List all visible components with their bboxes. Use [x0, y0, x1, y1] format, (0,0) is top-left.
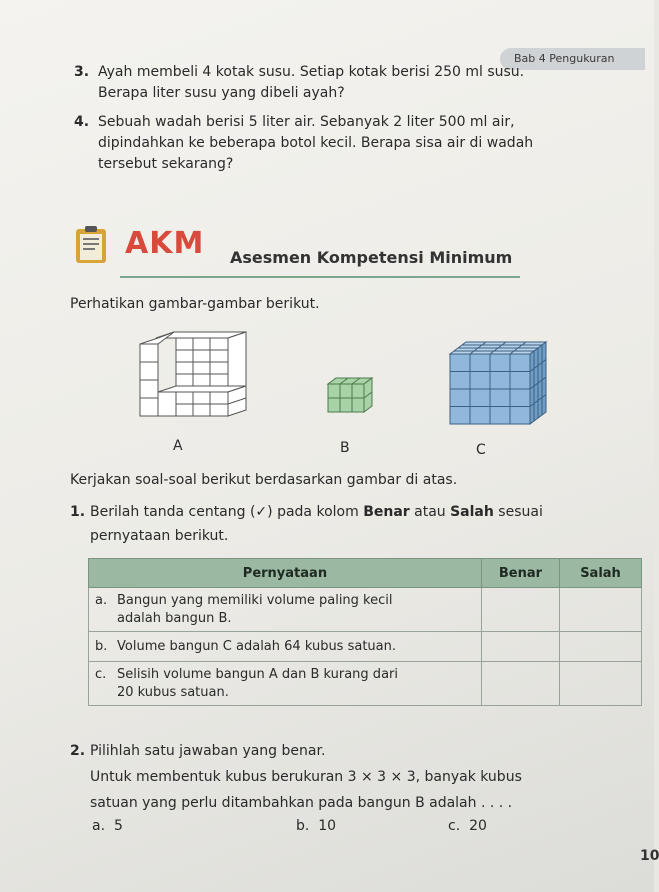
akm-title: AKM: [125, 226, 205, 261]
statement-text: Bangun yang memiliki volume paling kecil: [117, 592, 393, 608]
question-line: satuan yang perlu ditambahkan pada bangun B adalah . . . .: [90, 795, 513, 811]
question-number: 3.: [74, 64, 90, 80]
salah-checkbox-c[interactable]: [560, 662, 642, 706]
akm-question-2: [70, 738, 650, 816]
akm-subtitle: Asesmen Kompetensi Minimum: [230, 248, 513, 267]
statement-text: 20 kubus satuan.: [117, 684, 229, 700]
page-number: 10: [640, 848, 659, 864]
question-number: 1.: [70, 504, 86, 520]
statement-table: [88, 558, 642, 706]
salah-checkbox-a[interactable]: [560, 588, 642, 632]
col-pernyataan: Pernyataan: [89, 559, 482, 588]
figure-b-cubes: [326, 376, 374, 414]
figure-b-label: B: [340, 440, 350, 456]
row-label: c.: [95, 666, 107, 682]
figure-a-label: A: [173, 438, 183, 454]
clipboard-icon: [70, 225, 114, 265]
figure-c-cubes: [446, 338, 550, 426]
instruction-text: Kerjakan soal-soal berikut berdasarkan gambar di atas.: [70, 472, 458, 488]
question-line: Berapa liter susu yang dibeli ayah?: [98, 85, 345, 101]
option-b[interactable]: [296, 818, 336, 834]
akm-question-1: [70, 502, 650, 547]
figure-a-cubes: [138, 330, 250, 418]
q1-salah: Salah: [450, 504, 494, 520]
question-number: 2.: [70, 743, 86, 759]
question-line: dipindahkan ke beberapa botol kecil. Berapa sisa air di wadah: [98, 135, 534, 151]
question-line: [90, 502, 650, 523]
option-value: 10: [318, 818, 337, 834]
q1-text: Berilah tanda centang (✓) pada kolom: [90, 504, 364, 520]
question-line: Untuk membentuk kubus berukuran 3 × 3 × 3, banyak kubus: [90, 769, 522, 785]
col-salah: Salah: [560, 559, 642, 588]
statement-cell: [89, 662, 482, 706]
option-label: c.: [448, 818, 461, 834]
question-number: 4.: [74, 114, 90, 130]
question-line: tersebut sekarang?: [98, 156, 234, 172]
benar-checkbox-b[interactable]: [481, 632, 559, 662]
table-row: [89, 632, 642, 662]
statement-cell: [89, 632, 482, 662]
row-label: a.: [95, 592, 108, 608]
table-row: [89, 662, 642, 706]
statement-text: Volume bangun C adalah 64 kubus satuan.: [117, 638, 396, 654]
statement-text: Selisih volume bangun A dan B kurang dari: [117, 666, 398, 682]
statement-text: adalah bangun B.: [117, 610, 232, 626]
akm-divider: [120, 276, 520, 278]
q1-text-end: sesuai: [493, 504, 543, 520]
salah-checkbox-b[interactable]: [560, 632, 642, 662]
row-label: b.: [95, 638, 108, 654]
option-value: 20: [469, 818, 487, 834]
option-value: 5: [113, 818, 123, 834]
statement-cell: [89, 588, 482, 632]
question-4: [74, 112, 634, 175]
col-benar: Benar: [481, 559, 559, 588]
question-line: Pilihlah satu jawaban yang benar.: [90, 743, 326, 759]
figure-c-label: C: [476, 442, 486, 458]
option-c[interactable]: [448, 818, 487, 834]
question-line: Sebuah wadah berisi 5 liter air. Sebanyak 2 liter 500 ml air,: [98, 114, 515, 130]
question-3: [74, 62, 634, 104]
question-line: pernyataan berikut.: [90, 528, 229, 544]
q1-benar: Benar: [363, 504, 410, 520]
benar-checkbox-a[interactable]: [481, 588, 559, 632]
intro-text: Perhatikan gambar-gambar berikut.: [70, 296, 320, 312]
chapter-tag: Bab 4 Pengukuran: [500, 48, 645, 70]
q1-atau: atau: [409, 504, 451, 520]
table-row: [89, 588, 642, 632]
option-label: b.: [296, 818, 310, 834]
benar-checkbox-c[interactable]: [481, 662, 559, 706]
question-line: Ayah membeli 4 kotak susu. Setiap kotak berisi 250 ml susu.: [98, 64, 525, 80]
option-a[interactable]: [92, 818, 123, 834]
option-label: a.: [92, 818, 106, 834]
